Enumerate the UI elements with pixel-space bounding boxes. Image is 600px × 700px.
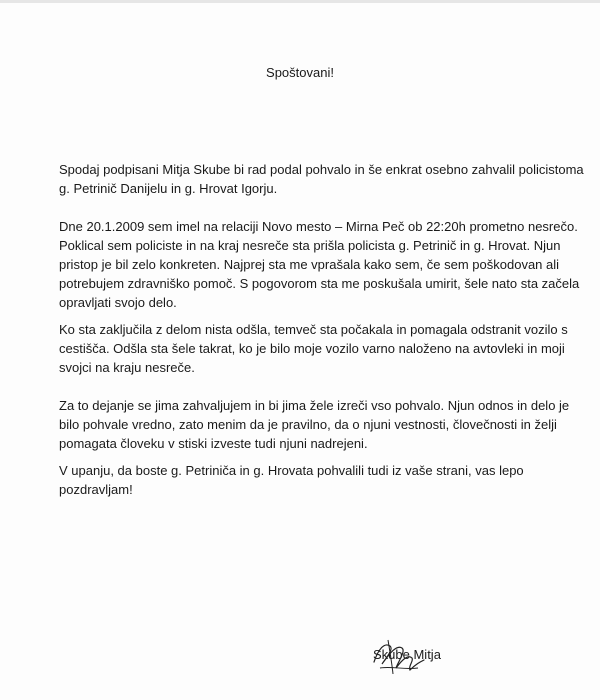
letter-paragraph: Ko sta zaključila z delom nista odšla, temveč sta počakala in pomagala odstranit vozilo s cestišča. Odšla sta šele takrat, ko je bilo moje vozilo varno naloženo na avtovleki in moji svojci na kraju nesreče. bbox=[59, 322, 568, 375]
letter-paragraph: Spodaj podpisani Mitja Skube bi rad podal pohvalo in še enkrat osebno zahvalil policistoma g. Petrinič Danijelu in g. Hrovat Igorju. bbox=[59, 162, 584, 196]
signature-name: Skube Mitja bbox=[373, 647, 441, 662]
letter-paragraph: Za to dejanje se jima zahvaljujem in bi jima žele izreči vso pohvalo. Njun odnos in delo je bilo pohvale vredno, zato menim da je pravilno, da o njuni vestnosti, človečnosti in želji pomagata človeku v stiski izveste tudi njuni nadrejeni. bbox=[59, 398, 570, 451]
letter-paragraph: Dne 20.1.2009 sem imel na relaciji Novo mesto – Mirna Peč ob 22:20h prometno nesrečo. Poklical sem policiste in na kraj nesreče sta prišla policista g. Petrinič in g. Hrovat. Njun pristop je bil zelo konkreten. Najprej sta me vprašala kako sem, če sem poškodovan ali potrebujem zdravniško pomoč. S pogovorom sta me poskušala umirit, šele nato sta začela opravljati svojo delo. bbox=[59, 219, 580, 310]
letter-paragraph: V upanju, da boste g. Petriniča in g. Hrovata pohvalili tudi iz vaše strani, vas lepo pozdravljam! bbox=[59, 463, 524, 497]
page-edge bbox=[0, 0, 600, 3]
letter-greeting: Spoštovani! bbox=[266, 65, 334, 80]
